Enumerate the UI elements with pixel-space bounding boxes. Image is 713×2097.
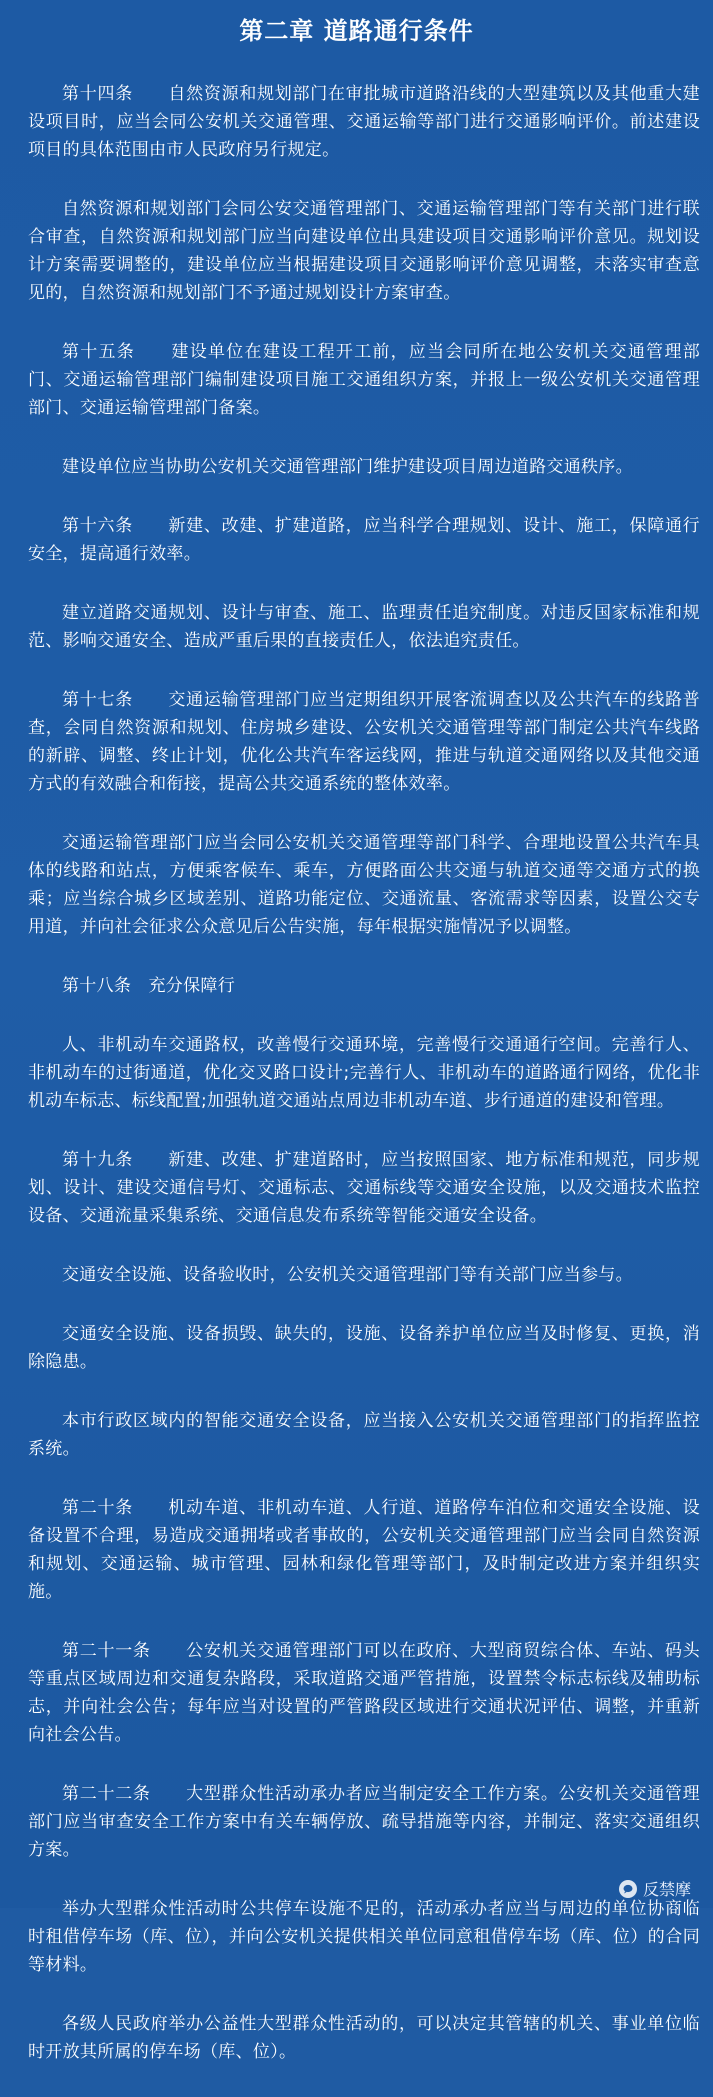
paragraph: 第十四条 自然资源和规划部门在审批城市道路沿线的大型建筑以及其他重大建设项目时，应当会同公安机关交通管理、交通运输等部门进行交通影响评价。前述建设项目的具体范围由市人民政府另行规定。 — [28, 84, 700, 160]
paragraph: 自然资源和规划部门会同公安交通管理部门、交通运输管理部门等有关部门进行联合审查，自然资源和规划部门应当向建设单位出具建设项目交通影响评价意见。规划设计方案需要调整的，建设单位应当根据建设项目交通影响评价意见调整，未落实审查意见的，自然资源和规划部门不予通过规划设计方案审查。 — [28, 199, 700, 303]
paragraph: 交通运输管理部门应当会同公安机关交通管理等部门科学、合理地设置公共汽车具体的线路和站点，方便乘客候车、乘车，方便路面公共交通与轨道交通等交通方式的换乘；应当综合城乡区域差别、道路功能定位、交通流量、客流需求等因素，设置公交专用道，并向社会征求公众意见后公告实施，每年根据实施情况予以调整。 — [28, 833, 700, 937]
chapter-title: 第二章 道路通行条件 — [239, 17, 474, 45]
paragraph: 交通安全设施、设备验收时，公安机关交通管理部门等有关部门应当参与。 — [62, 1265, 633, 1285]
paragraph: 第二十一条 公安机关交通管理部门可以在政府、大型商贸综合体、车站、码头等重点区域周边和交通复杂路段，采取道路交通严管措施，设置禁令标志标线及辅助标志，并向社会公告；每年应当对设置的严管路段区域进行交通状况评估、调整，并重新向社会公告。 — [28, 1641, 700, 1745]
paragraph: 本市行政区域内的智能交通安全设备，应当接入公安机关交通管理部门的指挥监控系统。 — [28, 1411, 700, 1459]
watermark-text: 反禁摩 — [642, 1880, 691, 1899]
paragraph: 交通安全设施、设备损毁、缺失的，设施、设备养护单位应当及时修复、更换，消除隐患。 — [28, 1324, 700, 1372]
paragraph: 建立道路交通规划、设计与审查、施工、监理责任追究制度。对违反国家标准和规范、影响交通安全、造成严重后果的直接责任人，依法追究责任。 — [28, 603, 700, 651]
paragraph: 第十七条 交通运输管理部门应当定期组织开展客流调查以及公共汽车的线路普查，会同自然资源和规划、住房城乡建设、公安机关交通管理等部门制定公共汽车线路的新辟、调整、终止计划，优化公共汽车客运线网，推进与轨道交通网络以及其他交通方式的有效融合和衔接，提高公共交通系统的整体效率。 — [28, 690, 700, 794]
paragraph: 人、非机动车交通路权，改善慢行交通环境，完善慢行交通通行空间。完善行人、非机动车的过街通道，优化交叉路口设计;完善行人、非机动车的道路通行网络，优化非机动车标志、标线配置;加强轨道交通站点周边非机动车道、步行通道的建设和管理。 — [28, 1035, 700, 1111]
paragraph: 第二十二条 大型群众性活动承办者应当制定安全工作方案。公安机关交通管理部门应当审查安全工作方案中有关车辆停放、疏导措施等内容，并制定、落实交通组织方案。 — [28, 1784, 700, 1860]
watermark — [619, 1877, 691, 1900]
paragraph: 第十九条 新建、改建、扩建道路时，应当按照国家、地方标准和规范，同步规划、设计、建设交通信号灯、交通标志、交通标线等交通安全设施，以及交通技术监控设备、交通流量采集系统、交通信息发布系统等智能交通安全设备。 — [28, 1150, 700, 1226]
paragraph: 第十八条 充分保障行 — [62, 976, 235, 996]
paragraph: 举办大型群众性活动时公共停车设施不足的，活动承办者应当与周边的单位协商临时租借停车场（库、位），并向公安机关提供相关单位同意租借停车场（库、位）的合同等材料。 — [28, 1899, 700, 1975]
paragraph: 第十五条 建设单位在建设工程开工前，应当会同所在地公安机关交通管理部门、交通运输管理部门编制建设项目施工交通组织方案，并报上一级公安机关交通管理部门、交通运输管理部门备案。 — [28, 342, 700, 418]
article-body — [28, 80, 700, 2097]
paragraph: 第十六条 新建、改建、扩建道路，应当科学合理规划、设计、施工，保障通行安全，提高通行效率。 — [28, 516, 700, 564]
chat-bubble-icon — [619, 1880, 637, 1898]
paragraph: 第二十条 机动车道、非机动车道、人行道、道路停车泊位和交通安全设施、设备设置不合理，易造成交通拥堵或者事故的，公安机关交通管理部门应当会同自然资源和规划、交通运输、城市管理、园林和绿化管理等部门，及时制定改进方案并组织实施。 — [28, 1498, 700, 1602]
paragraph: 各级人民政府举办公益性大型群众性活动的，可以决定其管辖的机关、事业单位临时开放其所属的停车场（库、位）。 — [28, 2014, 700, 2062]
paragraph: 建设单位应当协助公安机关交通管理部门维护建设项目周边道路交通秩序。 — [62, 457, 633, 477]
